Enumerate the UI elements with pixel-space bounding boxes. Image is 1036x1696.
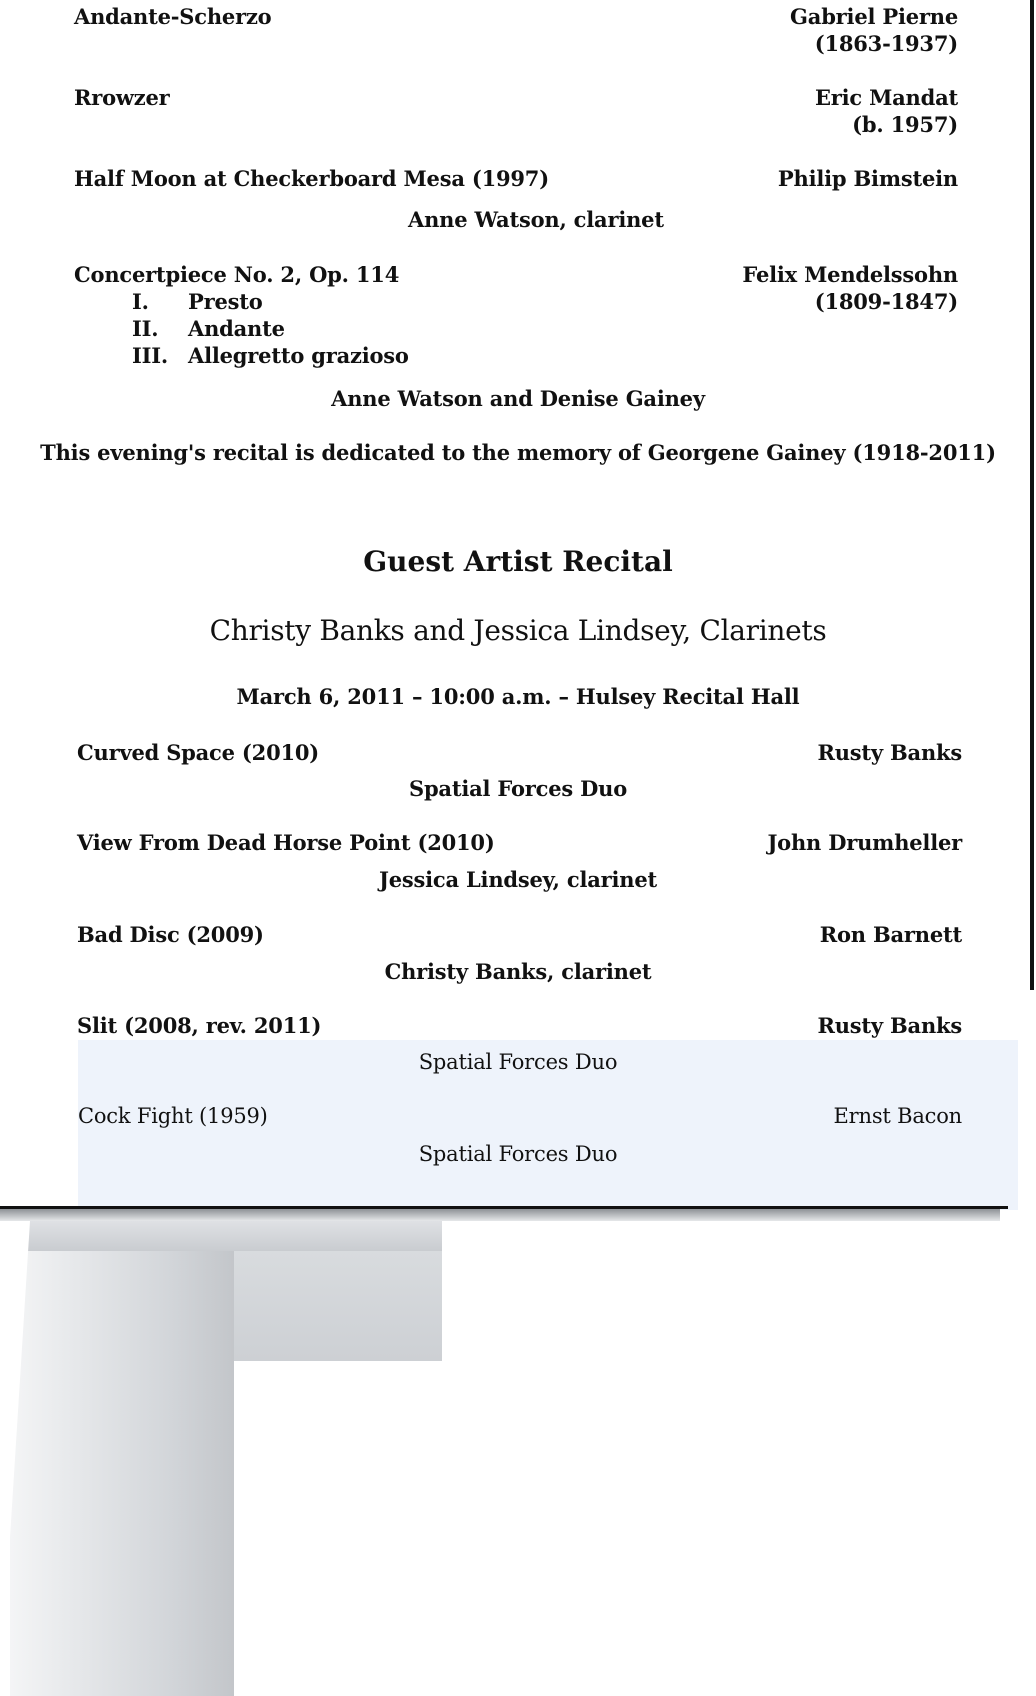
page-edge-right <box>1030 0 1034 990</box>
program2-performer-2: Jessica Lindsey, clarinet <box>378 867 658 892</box>
program2-title-4: Slit (2008, rev. 2011) <box>77 1013 322 1038</box>
program1-title-4: Concertpiece No. 2, Op. 114 <box>74 262 400 287</box>
program2-performer-1: Spatial Forces Duo <box>408 776 628 801</box>
program2-composer-1: Rusty Banks <box>817 740 962 765</box>
recital-performers: Christy Banks and Jessica Lindsey, Clarinets <box>209 614 827 647</box>
program1-composer-3: Philip Bimstein <box>777 166 958 191</box>
program2-composer-3: Ron Barnett <box>819 922 962 947</box>
program2-title-3: Bad Disc (2009) <box>77 922 264 947</box>
program2-performer-5: Spatial Forces Duo <box>418 1142 618 1166</box>
program1-dates-1: (1863-1937) <box>814 31 958 56</box>
program1-title-3: Half Moon at Checkerboard Mesa (1997) <box>74 166 549 191</box>
program2-performer-3: Christy Banks, clarinet <box>384 959 652 984</box>
program1-dates-4: (1809-1847) <box>814 289 958 314</box>
movement-number: I. <box>132 289 149 314</box>
movement-2 <box>132 316 285 341</box>
program1-title-2: Rrowzer <box>74 85 170 110</box>
program2-performer-4: Spatial Forces Duo <box>418 1050 618 1074</box>
folded-paper-triangle <box>0 1221 30 1696</box>
folded-paper-mid <box>234 1251 442 1361</box>
movement-name: Presto <box>188 289 263 314</box>
program2-composer-2: John Drumheller <box>767 830 962 855</box>
movement-3 <box>132 343 409 368</box>
folded-paper-left <box>0 1221 442 1251</box>
program2-composer-4: Rusty Banks <box>817 1013 962 1038</box>
program1-dates-2: (b. 1957) <box>852 112 958 137</box>
program1-title-1: Andante-Scherzo <box>74 4 272 29</box>
recital-datetime: March 6, 2011 – 10:00 a.m. – Hulsey Recital Hall <box>236 684 800 709</box>
program2-composer-5: Ernst Bacon <box>833 1104 962 1128</box>
program1-composer-4: Felix Mendelssohn <box>742 262 958 287</box>
program1-performer-3: Anne Watson, clarinet <box>408 207 664 232</box>
recital-heading: Guest Artist Recital <box>363 545 673 578</box>
movement-name: Allegretto grazioso <box>188 343 409 368</box>
page-fold-shadow <box>0 1209 1000 1221</box>
program2-title-5: Cock Fight (1959) <box>78 1104 268 1128</box>
movement-number: II. <box>132 316 159 341</box>
program2-title-2: View From Dead Horse Point (2010) <box>77 830 495 855</box>
dedication: This evening's recital is dedicated to the memory of Georgene Gainey (1918-2011) <box>40 440 996 465</box>
movement-1 <box>132 289 263 314</box>
movement-name: Andante <box>188 316 285 341</box>
program1-performer-4: Anne Watson and Denise Gainey <box>331 386 705 411</box>
folded-paper-column <box>10 1251 234 1696</box>
movement-number: III. <box>132 343 168 368</box>
program2-title-1: Curved Space (2010) <box>77 740 320 765</box>
program1-composer-1: Gabriel Pierne <box>790 4 958 29</box>
program1-composer-2: Eric Mandat <box>814 85 958 110</box>
